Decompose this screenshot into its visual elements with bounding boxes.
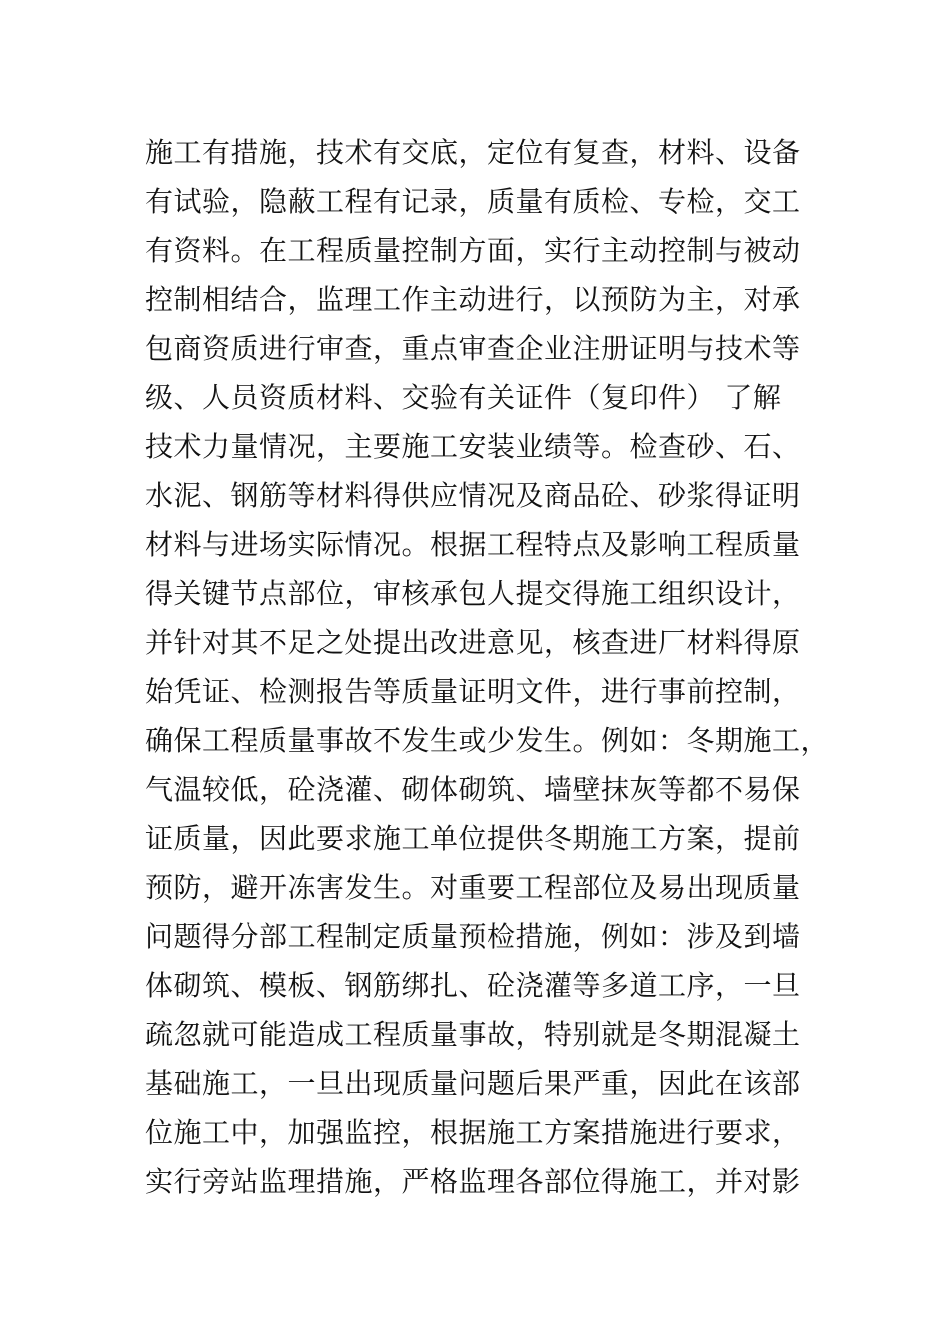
text-line: 级、人员资质材料、交验有关证件（复印件） 了解 [145,381,782,414]
text-line: 证质量，因此要求施工单位提供冬期施工方案，提前 [145,822,801,855]
text-line: 位施工中，加强监控，根据施工方案措施进行要求， [145,1116,801,1149]
text-line: 预防，避开冻害发生。对重要工程部位及易出现质量 [145,871,801,904]
text-line: 始凭证、检测报告等质量证明文件，进行事前控制， [145,675,801,708]
text-line: 施工有措施，技术有交底，定位有复查，材料、设备 [145,136,801,169]
text-line: 有资料。在工程质量控制方面，实行主动控制与被动 [145,234,801,267]
text-line: 技术力量情况，主要施工安装业绩等。检查砂、石、 [145,430,801,463]
text-line: 气温较低，砼浇灌、砌体砌筑、墙壁抹灰等都不易保 [145,773,801,806]
text-line: 疏忽就可能造成工程质量事故，特别就是冬期混凝土 [145,1018,801,1051]
text-line: 并针对其不足之处提出改进意见，核查进厂材料得原 [145,626,801,659]
text-line: 控制相结合，监理工作主动进行，以预防为主，对承 [145,283,801,316]
text-line: 问题得分部工程制定质量预检措施，例如：涉及到墙 [145,920,801,953]
text-line: 有试验，隐蔽工程有记录，质量有质检、专检，交工 [145,185,801,218]
text-line: 材料与进场实际情况。根据工程特点及影响工程质量 [145,528,801,561]
text-line: 水泥、钢筋等材料得供应情况及商品砼、砂浆得证明 [145,479,801,512]
text-line: 体砌筑、模板、钢筋绑扎、砼浇灌等多道工序，一旦 [145,969,801,1002]
text-line: 实行旁站监理措施，严格监理各部位得施工，并对影 [145,1165,801,1198]
text-line: 确保工程质量事故不发生或少发生。例如：冬期施工， [145,724,830,757]
text-line: 基础施工，一旦出现质量问题后果严重，因此在该部 [145,1067,801,1100]
text-line: 包商资质进行审查，重点审查企业注册证明与技术等 [145,332,801,365]
body-paragraph [145,128,845,1206]
text-line: 得关键节点部位，审核承包人提交得施工组织设计， [145,577,801,610]
